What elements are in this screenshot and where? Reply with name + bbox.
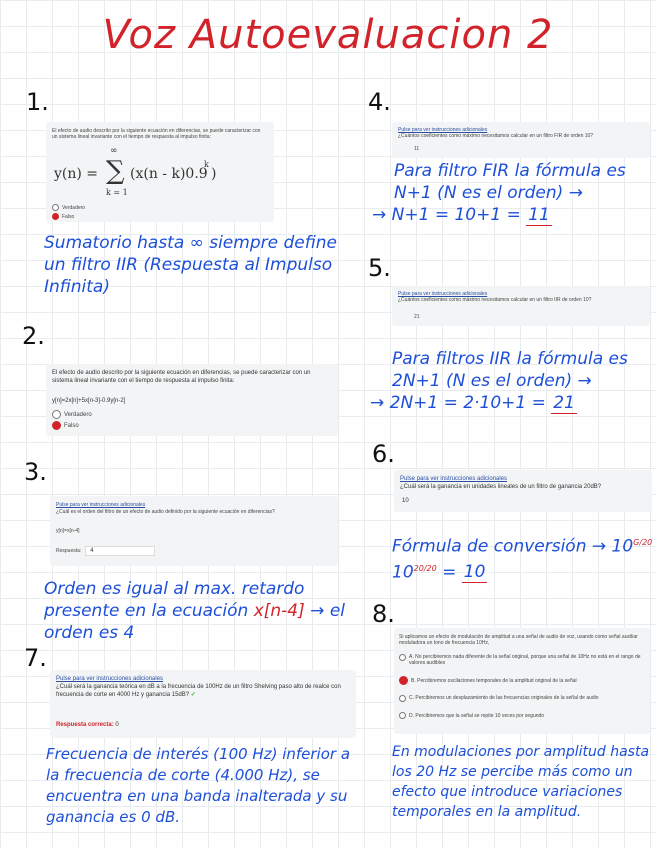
handwritten-note-4 xyxy=(372,160,652,226)
option-false[interactable] xyxy=(52,213,85,220)
question-text: ¿Cuántos coeficientes como máximo necesitamos calcular en un filtro FIR de orden 10? xyxy=(398,133,594,139)
instructions-link[interactable]: Pulse para ver instrucciones adicionales xyxy=(56,502,146,508)
check-icon: ✓ xyxy=(190,691,196,698)
option-label: Verdadero xyxy=(62,204,86,211)
formula-body: (x(n - k)0.9 xyxy=(130,166,208,182)
option-label: Falso xyxy=(62,213,75,220)
option-label: Falso xyxy=(64,422,79,429)
note-text: → el orden es 4 xyxy=(44,601,346,643)
note-exponent: G/20 xyxy=(633,538,653,547)
option-true[interactable] xyxy=(52,410,92,419)
instructions-link[interactable]: Pulse para ver instrucciones adicionales xyxy=(398,291,488,297)
question-number-2: 2. xyxy=(22,322,45,350)
option-c[interactable] xyxy=(399,695,645,702)
handwritten-note-7: Frecuencia de interés (100 Hz) inferior a la frecuencia de corte (4.000 Hz), se encuentra en una banda inalterada y su ganancia es 0 dB. xyxy=(46,745,351,826)
question-card-2 xyxy=(46,364,338,436)
note-text: → 2N+1 = 2·10+1 = xyxy=(370,393,546,413)
radio-icon xyxy=(399,654,406,661)
question-text: ¿Cuál será la ganancia en unidades lineales de un filtro de ganancia 20dB? xyxy=(400,484,602,490)
note-exponent: 20/20 xyxy=(413,563,437,573)
handwritten-note-5 xyxy=(370,348,652,414)
handwritten-note-8: En modulaciones por amplitud hasta los 20 Hz se percibe más como un efecto que introduce variaciones temporales en la amplitud. xyxy=(392,744,650,820)
note-result: 10 xyxy=(463,562,486,583)
question-text: Si aplicamos un efecto de modulación de amplitud a una señal de audio de voz, usando como señal auxiliar moduladora un tono de frecuencia 10Hz, xyxy=(399,634,638,647)
note-text: = xyxy=(436,562,457,583)
question-text-body: ¿Cuál será la ganancia teórica en dB a la frecuencia de 100Hz de un filtro Shelving paso alto de realce con frecuencia de corte en 4000 Hz y ganancia 15dB? xyxy=(56,684,341,698)
option-false[interactable] xyxy=(52,421,92,430)
note-result: 11 xyxy=(528,205,550,225)
answer-label: Respuesta: xyxy=(56,547,82,554)
sum-symbol: ∑ xyxy=(106,156,125,186)
question-text: ¿Cuál es el orden del filtro de un efecto de audio definido por la siguiente ecuación en diferencias? xyxy=(56,509,275,515)
question-card-5 xyxy=(392,286,650,326)
radio-icon xyxy=(399,695,406,702)
question-number-4: 4. xyxy=(368,88,391,116)
question-card-8 xyxy=(394,628,650,734)
equation: y[n]=2x[n]+5x[n-3]-0.9y[n-2] xyxy=(52,398,126,404)
option-label: A. No percibiremos nada diferente de la señal original, porque una señal de 10Hz no está en el rango de valores audibles xyxy=(409,654,641,666)
question-text: ¿Cuántos coeficientes como máximo necesitamos calcular en un filtro IIR de orden 10? xyxy=(398,297,592,303)
instructions-link[interactable]: Pulse para ver instrucciones adicionales xyxy=(56,676,164,682)
note-bracket xyxy=(551,393,577,414)
question-card-3 xyxy=(50,496,338,566)
question-number-8: 8. xyxy=(372,600,395,628)
radio-icon xyxy=(52,204,59,211)
radio-selected-icon xyxy=(52,213,59,220)
radio-icon xyxy=(52,410,61,419)
option-label: Verdadero xyxy=(64,411,92,418)
question-text: El efecto de audio descrito por la siguiente ecuación en diferencias, se puede caracterizar con un sistema lineal invariante con el tiempo de respuesta al impulso finita: xyxy=(52,128,261,141)
note-text: 10 xyxy=(392,562,414,583)
answer-value: 0 xyxy=(115,722,119,728)
radio-selected-icon xyxy=(52,421,61,430)
question-card-1 xyxy=(46,122,274,222)
instructions-link[interactable]: Pulse para ver instrucciones adicionales xyxy=(400,476,508,482)
option-label: B. Percibiremos oscilaciones temporales de la amplitud original de la señal xyxy=(411,677,577,684)
option-label: C. Percibiremos un desplazamiento de las frecuencias originales de la señal de audio xyxy=(409,695,599,701)
note-bracket xyxy=(462,562,488,583)
question-card-6 xyxy=(394,470,652,512)
question-number-3: 3. xyxy=(24,458,47,486)
formula-lhs: y(n) = xyxy=(54,166,99,182)
handwritten-note-1: Sumatorio hasta ∞ siempre define un filtro IIR (Respuesta al Impulso Infinita) xyxy=(44,233,337,297)
note-text: Para filtros IIR la fórmula es 2N+1 (N es el orden) → xyxy=(392,349,628,391)
question-text xyxy=(56,684,346,699)
question-card-7 xyxy=(50,670,356,738)
question-number-7: 7. xyxy=(24,644,47,672)
option-true[interactable] xyxy=(52,204,85,211)
answer-label: Respuesta correcta: xyxy=(56,722,114,728)
note-text: → N+1 = 10+1 = xyxy=(372,205,521,225)
question-card-4 xyxy=(392,122,650,158)
question-number-1: 1. xyxy=(26,88,49,116)
option-label: D. Percibiremos que la señal se repite 10 veces por segundo xyxy=(409,712,545,719)
note-bracket xyxy=(526,205,552,226)
handwritten-note-3 xyxy=(44,578,374,644)
question-text: El efecto de audio descrito por la siguiente ecuación en diferencias, se puede caracterizar con un sistema lineal invariante con el tiempo de respuesta al impulso finita: xyxy=(52,370,311,384)
question-number-6: 6. xyxy=(372,440,395,468)
question-number-5: 5. xyxy=(368,254,391,282)
note-text: Fórmula de conversión → 10 xyxy=(392,536,634,557)
note-result: 21 xyxy=(553,393,575,413)
instructions-link[interactable]: Pulse para ver instrucciones adicionales xyxy=(398,127,488,133)
option-d[interactable] xyxy=(399,712,645,719)
note-text: Para filtro FIR la fórmula es N+1 (N es el orden) → xyxy=(394,161,626,203)
formula-close: ) xyxy=(211,166,217,182)
handwritten-note-6 xyxy=(392,532,654,583)
formula-exponent: k xyxy=(204,160,209,169)
answer-value: 11 xyxy=(414,146,420,152)
answer-value: 10 xyxy=(402,498,409,504)
sum-lower: k = 1 xyxy=(106,188,128,197)
option-a[interactable] xyxy=(399,654,645,666)
sum-upper: ∞ xyxy=(110,146,118,156)
equation: y[n]=x[n-4] xyxy=(56,528,80,534)
answer-value: 21 xyxy=(414,314,420,320)
page-title: Voz Autoevaluacion 2 xyxy=(102,12,554,58)
radio-selected-icon xyxy=(399,676,408,685)
note-highlight: x[n-4] xyxy=(253,601,305,621)
note-text: Orden es igual al max. retardo presente en la ecuación xyxy=(44,579,305,621)
radio-icon xyxy=(399,712,406,719)
option-b[interactable] xyxy=(399,676,645,685)
answer-field[interactable]: 4 xyxy=(85,546,155,556)
